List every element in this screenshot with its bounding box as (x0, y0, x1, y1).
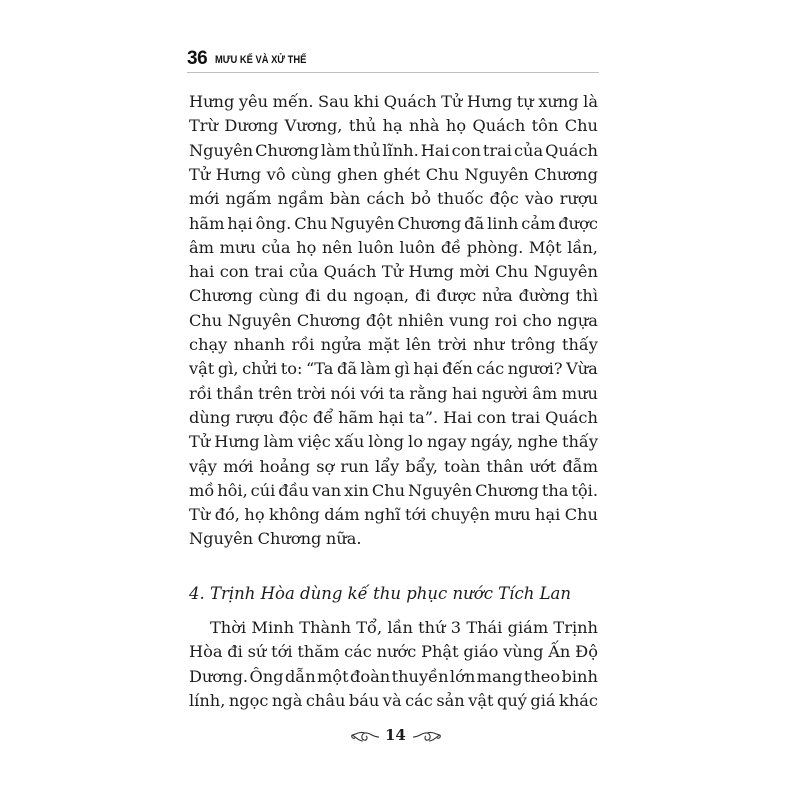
text-line: Nguyên Chương làm thủ lĩnh. Hai con trai của Quách (189, 140, 598, 160)
text-line: Dương. Ông dẫn một đoàn thuyền lớn mang theo binh (189, 666, 598, 686)
text-line: hãm hại ông. Chu Nguyên Chương đã linh cảm được (189, 213, 598, 233)
text-line: chạy nhanh rồi ngửa mặt lên trời như trông thấy (189, 335, 598, 354)
text-line: Từ đó, họ không dám nghĩ tới chuyện mưu hại Chu (189, 505, 598, 525)
text-line: Chương cùng đi du ngoạn, đi được nửa đường thì (189, 286, 598, 306)
text-line: dùng rượu độc để hãm hại ta”. Hai con trai Quách (189, 407, 598, 427)
text-line: mới ngấm ngầm bàn cách bỏ thuốc độc vào rượu (189, 189, 598, 209)
header-number: 36 (187, 48, 208, 69)
text-line: Tử Hưng làm việc xấu lòng lo ngay ngáy, nghe thấy (189, 432, 598, 452)
text-line: Hưng yêu mến. Sau khi Quách Tử Hưng tự xưng là (189, 92, 598, 111)
text-line: Hòa đi sứ tới thăm các nước Phật giáo vùng Ấn Độ (189, 642, 598, 662)
right-ornament-icon (412, 730, 442, 744)
left-ornament-icon (350, 730, 380, 744)
text-line: Chu Nguyên Chương đột nhiên vung roi cho ngựa (189, 310, 598, 330)
text-line: Nguyên Chương nữa. (189, 529, 362, 549)
text-line: mồ hôi, cúi đầu van xin Chu Nguyên Chương tha tội. (189, 480, 598, 500)
section-heading: 4. Trịnh Hòa dùng kế thu phục nước Tích Lan (189, 584, 571, 603)
page-number: 14 (385, 726, 406, 744)
text-line: vật gì, chửi to: “Ta đã làm gì hại đến các ngươi? Vừa (189, 359, 598, 379)
text-line: Trừ Dương Vương, thủ hạ nhà họ Quách tôn Chu (189, 116, 598, 136)
text-line: vậy mới hoảng sợ run lẩy bẩy, toàn thân ướt đẫm (189, 456, 598, 476)
page-footer (350, 726, 440, 748)
text-line: rồi thần trên trời nói với ta rằng hai người âm mưu (189, 383, 598, 403)
text-line: Thời Minh Thành Tổ, lần thứ 3 Thái giám Trịnh (210, 618, 598, 637)
header-title: MƯU KẾ VÀ XỬ THẾ (215, 54, 307, 66)
text-line: hai con trai của Quách Tử Hưng mời Chu Nguyên (189, 262, 598, 282)
text-line: âm mưu của họ nên luôn luôn đề phòng. Một lần, (189, 237, 598, 257)
running-header (187, 48, 599, 73)
text-line: Tử Hưng vô cùng ghen ghét Chu Nguyên Chương (189, 164, 598, 184)
text-line: lính, ngọc ngà châu báu và các sản vật quý giá khác (189, 690, 598, 710)
